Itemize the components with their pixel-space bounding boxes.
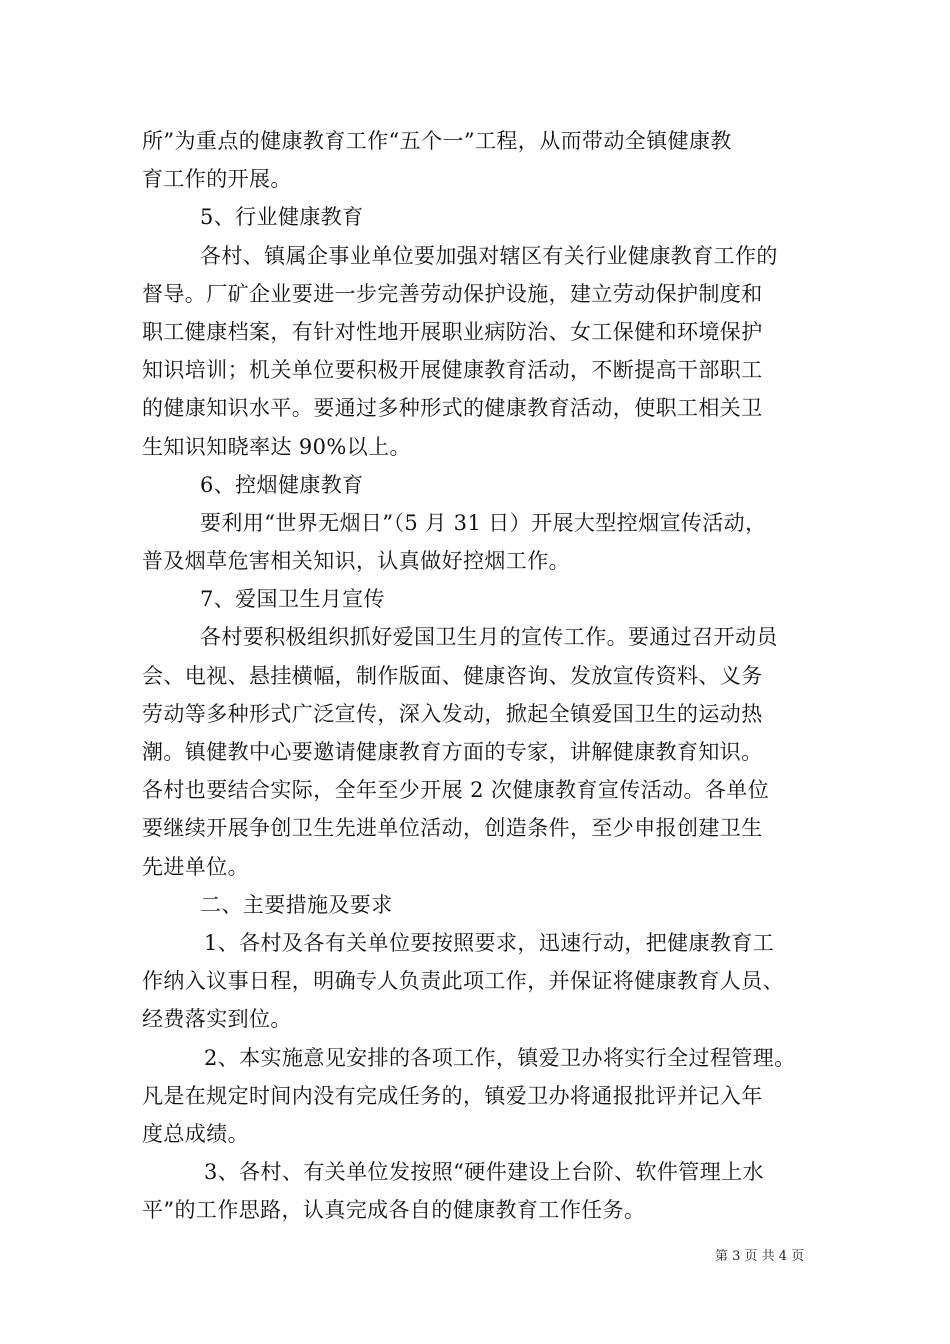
text-line: 作纳入议事日程，明确专人负责此项工作，并保证将健康教育人员、 [142,969,784,994]
text-line: 潮。镇健教中心要邀请健康教育方面的专家，讲解健康教育知识。 [142,740,763,764]
text-line: 知识培训；机关单位要积极开展健康教育活动，不断提高干部职工 [142,358,763,383]
text-line: 度总成绩。 [142,1121,249,1146]
section-heading: 二、主要措施及要求 [200,892,393,917]
text-line: 职工健康档案，有针对性地开展职业病防治、女工保健和环境保护 [142,319,763,344]
text-line: 要利用“世界无烟日”（5 月 31 日）开展大型控烟宣传活动， [200,510,767,535]
section-heading: 7、爱国卫生月宣传 [200,587,385,612]
text-line: 生知识知晓率达 90%以上。 [142,434,411,459]
document-body [142,122,814,1229]
text-line: 平”的工作思路，认真完成各自的健康教育工作任务。 [142,1198,646,1223]
section-heading: 6、控烟健康教育 [200,472,364,497]
text-line: 凡是在规定时间内没有完成任务的，镇爱卫办将通报批评并记入年 [142,1083,763,1108]
text-line: 各村也要结合实际，全年至少开展 2 次健康教育宣传活动。各单位 [142,778,770,803]
text-line: 1、各村及各有关单位要按照要求，迅速行动，把健康教育工 [204,930,775,955]
text-line: 先进单位。 [142,854,249,879]
text-line: 2、本实施意见安排的各项工作，镇爱卫办将实行全过程管理。 [204,1045,796,1070]
text-line: 普及烟草危害相关知识，认真做好控烟工作。 [142,549,570,574]
text-line: 督导。厂矿企业要进一步完善劳动保护设施，建立劳动保护制度和 [142,281,763,306]
text-line: 要继续开展争创卫生先进单位活动，创造条件，至少申报创建卫生 [142,816,763,841]
section-heading: 5、行业健康教育 [200,205,364,230]
page-number: 第 3 页 共 4 页 [715,1249,805,1264]
text-line: 会、电视、悬挂横幅，制作版面、健康咨询、发放宣传资料、义务 [142,663,763,688]
text-line: 经费落实到位。 [142,1007,292,1032]
text-line: 各村、镇属企事业单位要加强对辖区有关行业健康教育工作的 [200,243,778,268]
text-line: 育工作的开展。 [142,167,292,192]
text-line: 3、各村、有关单位发按照“硬件建设上台阶、软件管理上水 [204,1160,764,1185]
text-line: 各村要积极组织抓好爱国卫生月的宣传工作。要通过召开动员 [200,625,778,650]
text-line: 劳动等多种形式广泛宣传，深入发动，掀起全镇爱国卫生的运动热 [142,701,763,726]
text-line: 所”为重点的健康教育工作“五个一”工程，从而带动全镇健康教 [142,129,732,153]
text-line: 的健康知识水平。要通过多种形式的健康教育活动，使职工相关卫 [142,396,763,421]
